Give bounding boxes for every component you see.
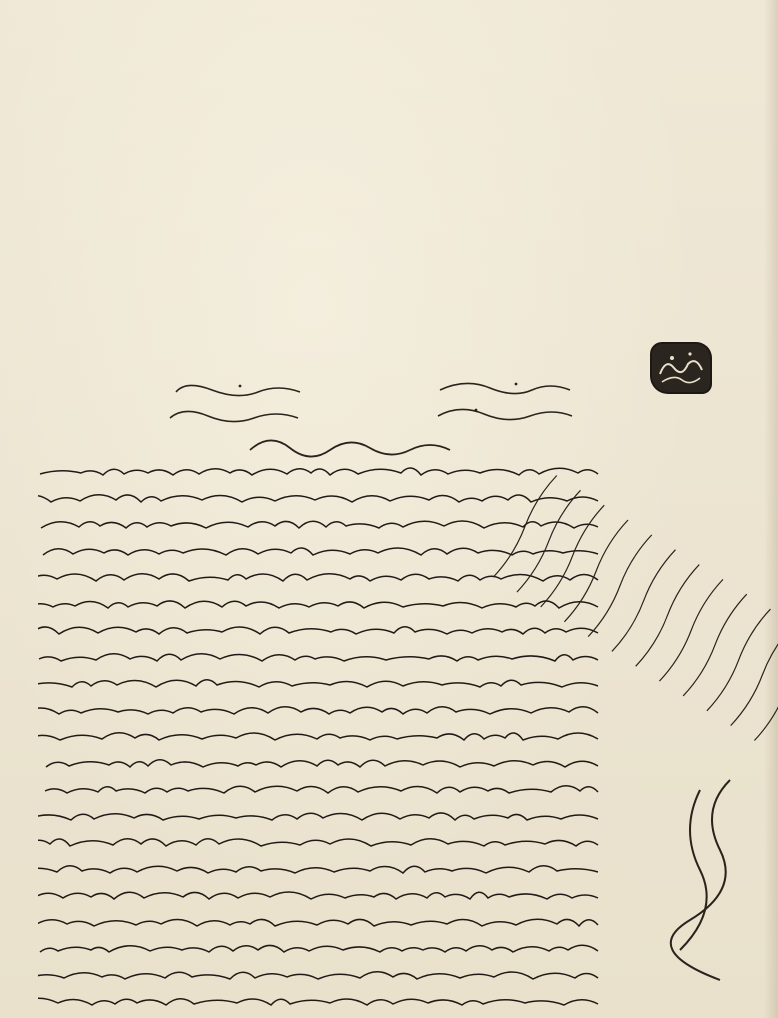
header-left-block bbox=[150, 378, 310, 436]
margin-note bbox=[660, 770, 750, 990]
text-line bbox=[38, 750, 604, 776]
text-line bbox=[38, 935, 604, 961]
basmala-script bbox=[230, 436, 470, 460]
text-line bbox=[38, 962, 604, 988]
text-line bbox=[38, 485, 604, 511]
text-line bbox=[38, 988, 604, 1014]
text-line bbox=[38, 882, 604, 908]
text-line bbox=[38, 723, 604, 749]
text-line bbox=[38, 670, 604, 696]
text-line bbox=[38, 697, 604, 723]
page-edge-shadow bbox=[764, 0, 778, 1018]
text-line bbox=[38, 458, 604, 484]
text-line bbox=[38, 909, 604, 935]
text-line bbox=[38, 803, 604, 829]
text-line bbox=[38, 856, 604, 882]
text-line bbox=[38, 829, 604, 855]
text-line bbox=[38, 776, 604, 802]
text-line bbox=[38, 617, 604, 643]
text-line bbox=[38, 644, 604, 670]
header-right-block bbox=[420, 378, 580, 436]
seal-stamp bbox=[652, 344, 710, 392]
